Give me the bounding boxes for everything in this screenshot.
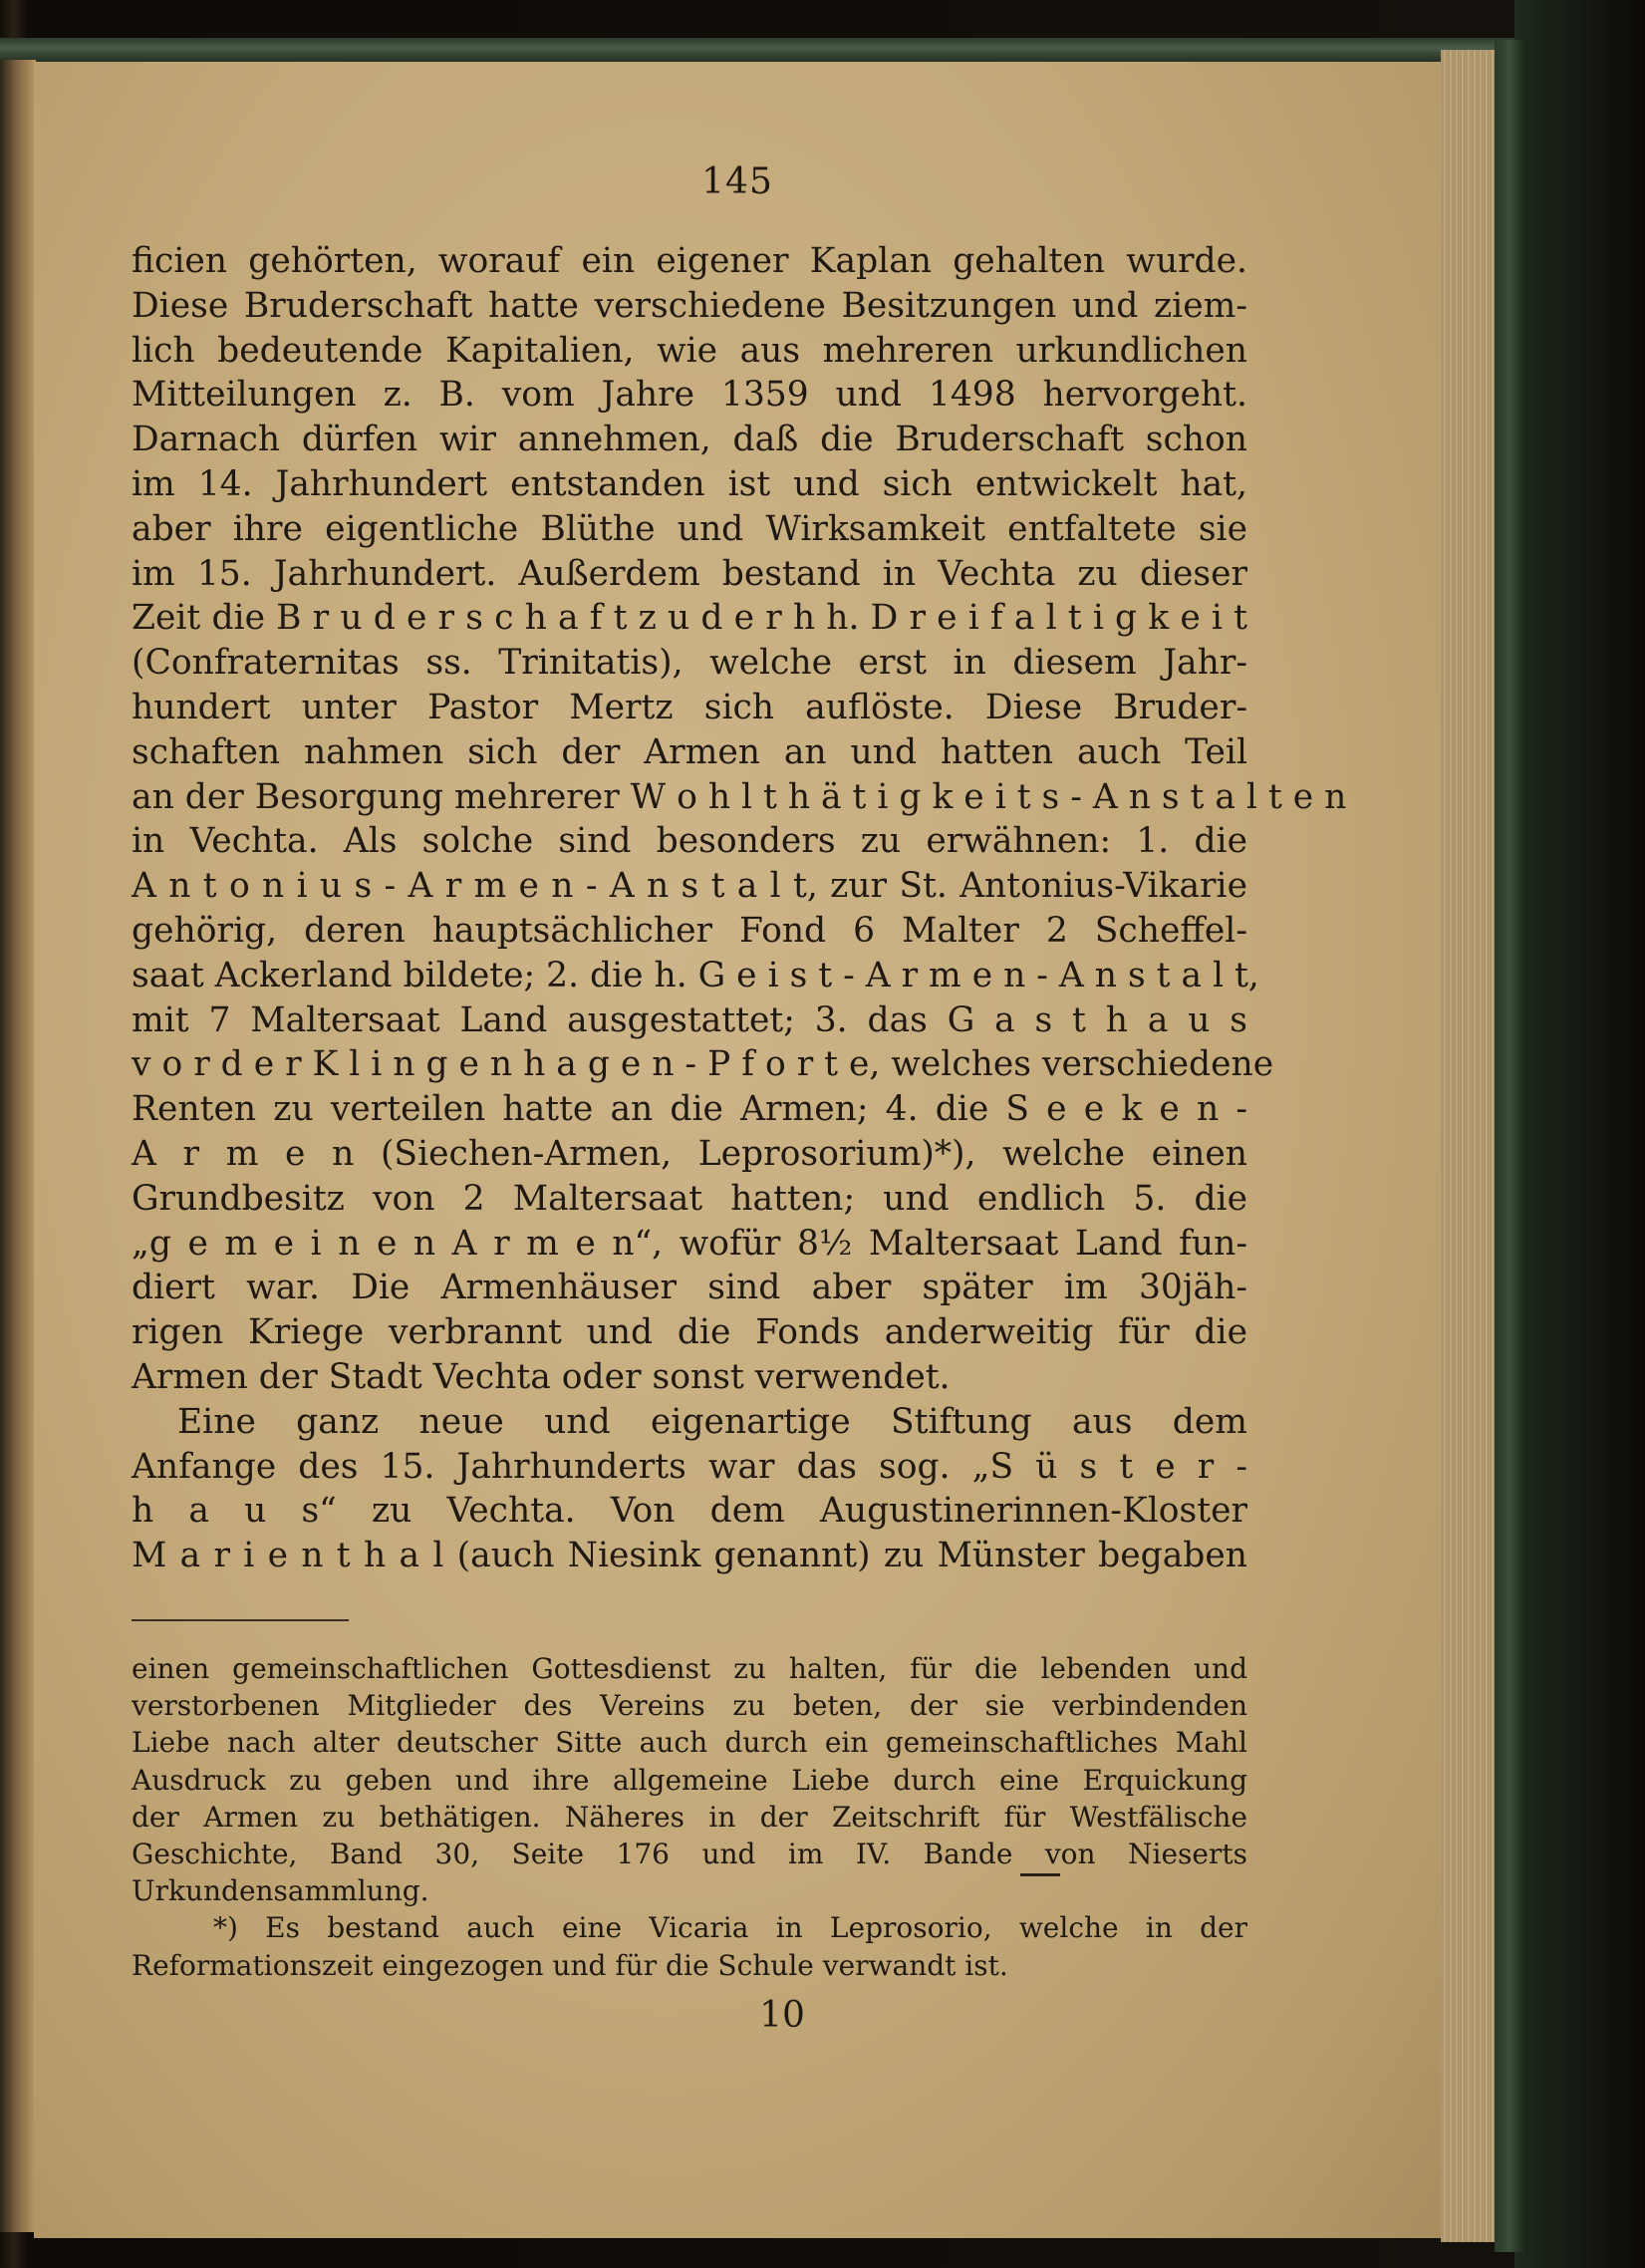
book-spine-edge [0,60,36,2232]
text-line: Grundbesitz von 2 Maltersaat hatten; und endlich 5. die [132,1178,1247,1219]
text-line: aber ihre eigentliche Blüthe und Wirksamkeit entfaltete sie [132,508,1247,549]
footnote-dash [1020,1873,1060,1876]
text-line: (Confraternitas ss. Trinitatis), welche erst in diesem Jahr- [132,643,1247,684]
text-line: Armen der Stadt Vechta oder sonst verwendet. [132,1356,951,1397]
footnote-line: Liebe nach alter deutscher Sitte auch durch ein gemeinschaftliches Mahl [132,1726,1247,1760]
book-page [34,62,1441,2238]
text-line: Mitteilungen z. B. vom Jahre 1359 und 1498 hervorgeht. [132,375,1247,416]
text-line: schaften nahmen sich der Armen an und hatten auch Teil [132,731,1247,772]
text-line: h a u s“ zu Vechta. Von dem Augustinerinnen-Kloster [132,1491,1247,1532]
text-line: A r m e n (Siechen-Armen, Leprosorium)*), welche einen [132,1133,1247,1174]
text-line: mit 7 Maltersaat Land ausgestattet; 3. das G a s t h a u s [132,999,1247,1040]
footnote-line: einen gemeinschaftlichen Gottesdienst zu halten, für die lebenden und [132,1652,1247,1685]
text-line: rigen Kriege verbrannt und die Fonds anderweitig für die [132,1312,1247,1353]
text-line: „g e m e i n e n A r m e n“, wofür 8½ Maltersaat Land fun- [132,1223,1247,1264]
footnote-line: Ausdruck zu geben und ihre allgemeine Liebe durch eine Erquickung [132,1763,1247,1797]
text-line: diert war. Die Armenhäuser sind aber später im 30jäh- [132,1268,1247,1308]
main-text [132,239,1347,1578]
text-line: Zeit die B r u d e r s c h a f t z u d e r h h. D r e i f a l t i g k e i t [132,598,1247,639]
text-line: im 14. Jahrhundert entstanden ist und sich entwickelt hat, [132,463,1247,504]
text-line: M a r i e n t h a l (auch Niesink genannt) zu Münster begaben [132,1536,1247,1576]
text-line: an der Besorgung mehrerer W o h l t h ä t i g k e i t s - A n s t a l t e n [132,776,1347,817]
text-line: gehörig, deren hauptsächlicher Fond 6 Malter 2 Scheffel- [132,910,1247,951]
footnote-star-line: *) Es bestand auch eine Vicaria in Leprosorio, welche in der [213,1911,1247,1945]
footnote-line: Reformationszeit eingezogen und für die Schule verwandt ist. [132,1948,1008,1982]
text-line: ficien gehörten, worauf ein eigener Kaplan gehalten wurde. [132,241,1247,281]
footnote-line: verstorbenen Mitglieder des Vereins zu beten, der sie verbindenden [132,1689,1247,1723]
footnote-line: Geschichte, Band 30, Seite 176 und im IV. Bande von Nieserts [132,1837,1247,1870]
page-number: 145 [701,161,773,202]
text-line: lich bedeutende Kapitalien, wie aus mehreren urkundlichen [132,330,1247,371]
footnotes [132,1650,1247,1984]
text-line: Renten zu verteilen hatte an die Armen; 4. die S e e k e n - [132,1089,1247,1130]
footnote-line: Urkundensammlung. [132,1874,429,1908]
text-line: saat Ackerland bildete; 2. die h. G e i s t - A r m e n - A n s t a l t, [132,955,1259,995]
footnote-line: der Armen zu bethätigen. Näheres in der Zeitschrift für Westfälische [132,1800,1247,1834]
text-line: hundert unter Pastor Mertz sich auflöste. Diese Bruder- [132,687,1247,727]
text-line: in Vechta. Als solche sind besonders zu erwähnen: 1. die [132,821,1247,862]
text-line: Diese Bruderschaft hatte verschiedene Besitzungen und ziem- [132,285,1247,326]
text-line: Darnach dürfen wir annehmen, daß die Bruderschaft schon [132,420,1247,460]
text-line: Anfange des 15. Jahrhunderts war das sog. „S ü s t e r - [132,1446,1247,1487]
paragraph-start-line: Eine ganz neue und eigenartige Stiftung aus dem [177,1401,1247,1442]
cover-edge [1495,40,1524,2252]
footnote-rule [132,1619,349,1621]
text-line: A n t o n i u s - A r m e n - A n s t a l t, zur St. Antonius-Vikarie [132,866,1247,907]
signature-mark: 10 [759,1995,805,2036]
text-line: im 15. Jahrhundert. Außerdem bestand in Vechta zu dieser [132,553,1247,594]
text-line: v o r d e r K l i n g e n h a g e n - P f o r t e, welches verschiedene [132,1044,1274,1085]
